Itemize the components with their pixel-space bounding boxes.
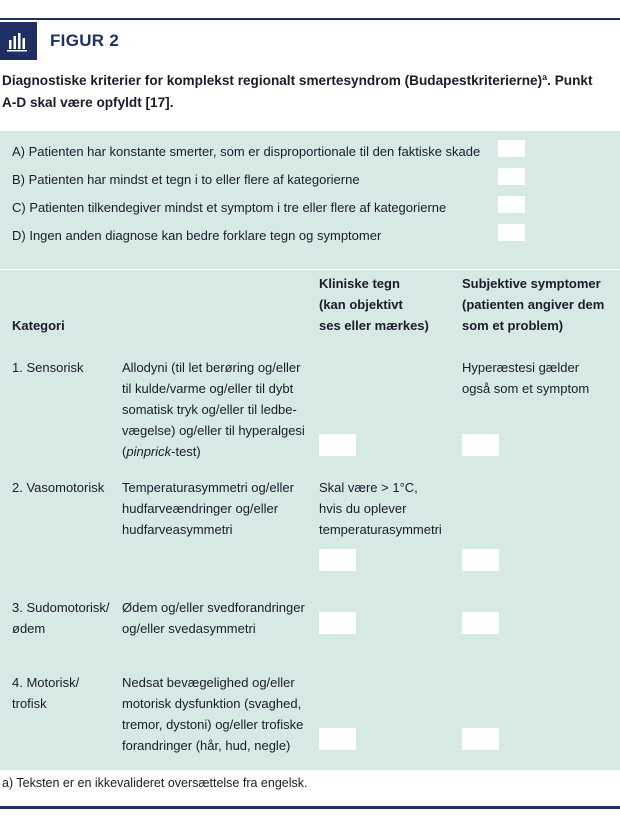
- row-1-subj-line-1: Hyperæstesi gælder: [462, 360, 580, 375]
- row-4-kategori: [12, 672, 79, 714]
- row-3-kategori-line-1: 3. Sudomotorisk/: [12, 600, 110, 615]
- row-2-klin-line-1: Skal være > 1°C,: [319, 480, 418, 495]
- caption-line-1: Diagnostiske kriterier for komplekst regionalt smertesyndrom (Budapestkriterierne)ª. Punkt: [2, 73, 593, 88]
- header-kategori: Kategori: [12, 318, 65, 333]
- criterion-a-checkbox[interactable]: [498, 140, 525, 157]
- row-4-desc-line-4: forandringer (hår, hud, negle): [122, 738, 291, 753]
- figure-caption: [2, 70, 612, 114]
- footnote: a) Teksten er en ikkevalideret oversættelse fra engelsk.: [2, 776, 308, 790]
- header-subjektive-line-3: som et problem): [462, 318, 564, 333]
- header-kliniske-line-1: Kliniske tegn: [319, 276, 400, 291]
- header-subjektive-symptomer: [462, 273, 604, 336]
- row-1-kliniske-checkbox[interactable]: [319, 434, 356, 456]
- pinprick-rest: -test): [171, 444, 201, 459]
- row-3-desc-line-2: og/eller svedasymmetri: [122, 621, 256, 636]
- row-1-desc-line-2: til kulde/varme og/eller til dybt: [122, 381, 294, 396]
- row-4-desc-line-1: Nedsat bevægelighed og/eller: [122, 675, 295, 690]
- figure-header: [0, 22, 620, 62]
- header-kliniske-tegn: [319, 273, 429, 336]
- row-3-kliniske-checkbox[interactable]: [319, 612, 356, 634]
- criterion-b-checkbox[interactable]: [498, 168, 525, 185]
- row-4-kategori-line-1: 4. Motorisk/: [12, 675, 80, 690]
- row-3-kategori-line-2: ødem: [12, 621, 46, 636]
- header-separator: [35, 22, 37, 60]
- row-2-subjektive-checkbox[interactable]: [462, 549, 499, 571]
- row-1-desc-line-5: (pinprick-test): [122, 444, 201, 459]
- figure-label: FIGUR 2: [50, 31, 120, 50]
- row-2-klin-line-3: temperaturasymmetri: [319, 522, 442, 537]
- row-2-beskrivelse: [122, 477, 294, 540]
- row-2-desc-line-2: hudfarveændringer og/eller: [122, 501, 279, 516]
- header-kliniske-line-3: ses eller mærkes): [319, 318, 429, 333]
- row-3-beskrivelse: [122, 597, 305, 639]
- row-1-kategori-line-1: 1. Sensorisk: [12, 360, 84, 375]
- row-1-beskrivelse: [122, 357, 305, 462]
- criterion-b: B) Patienten har mindst et tegn i to eller flere af kategorierne: [12, 172, 360, 187]
- row-2-kliniske-checkbox[interactable]: [319, 549, 356, 571]
- row-1-subjektive-checkbox[interactable]: [462, 434, 499, 456]
- criterion-d: D) Ingen anden diagnose kan bedre forklare tegn og symptomer: [12, 228, 382, 243]
- row-3-desc-line-1: Ødem og/eller svedforandringer: [122, 600, 305, 615]
- row-2-klin-line-2: hvis du oplever: [319, 501, 407, 516]
- row-1-desc-line-4: vægelse) og/eller til hyperalgesi: [122, 423, 305, 438]
- row-1-subjektive-note: [462, 357, 589, 399]
- row-1-desc-line-1: Allodyni (til let berøring og/eller: [122, 360, 301, 375]
- criterion-c-checkbox[interactable]: [498, 196, 525, 213]
- header-kliniske-line-2: (kan objektivt: [319, 297, 403, 312]
- row-4-desc-line-3: tremor, dystoni) og/eller trofiske: [122, 717, 304, 732]
- row-1-kategori: [12, 357, 84, 378]
- row-3-kategori: [12, 597, 110, 639]
- header-subjektive-line-2: (patienten angiver dem: [462, 297, 605, 312]
- row-4-beskrivelse: [122, 672, 303, 756]
- criterion-d-checkbox[interactable]: [498, 224, 525, 241]
- row-4-kliniske-checkbox[interactable]: [319, 728, 356, 750]
- pinprick-italic: pinprick: [126, 444, 172, 459]
- criteria-panel: [0, 131, 620, 269]
- row-2-kliniske-note: [319, 477, 442, 540]
- top-rule: [0, 18, 620, 20]
- header-subjektive-line-1: Subjektive symptomer: [462, 276, 601, 291]
- row-4-subjektive-checkbox[interactable]: [462, 728, 499, 750]
- caption-line-2: A-D skal være opfyldt [17].: [2, 95, 174, 110]
- category-table: [0, 270, 620, 770]
- bottom-rule: [0, 806, 620, 809]
- row-3-subjektive-checkbox[interactable]: [462, 612, 499, 634]
- row-4-desc-line-2: motorisk dysfunktion (svaghed,: [122, 696, 302, 711]
- criterion-c: C) Patienten tilkendegiver mindst et symptom i tre eller flere af kategorierne: [12, 200, 447, 215]
- row-2-desc-line-3: hudfarveasymmetri: [122, 522, 233, 537]
- criterion-a: A) Patienten har konstante smerter, som er disproportionale til den faktiske skade: [12, 144, 481, 159]
- row-1-desc-line-3: somatisk tryk og/eller til ledbe-: [122, 402, 297, 417]
- bar-chart-icon: [0, 22, 35, 60]
- row-4-kategori-line-2: trofisk: [12, 696, 47, 711]
- row-2-kategori-line-1: 2. Vasomotorisk: [12, 480, 105, 495]
- row-1-subj-line-2: også som et symptom: [462, 381, 590, 396]
- row-2-desc-line-1: Temperaturasymmetri og/eller: [122, 480, 294, 495]
- row-2-kategori: [12, 477, 104, 498]
